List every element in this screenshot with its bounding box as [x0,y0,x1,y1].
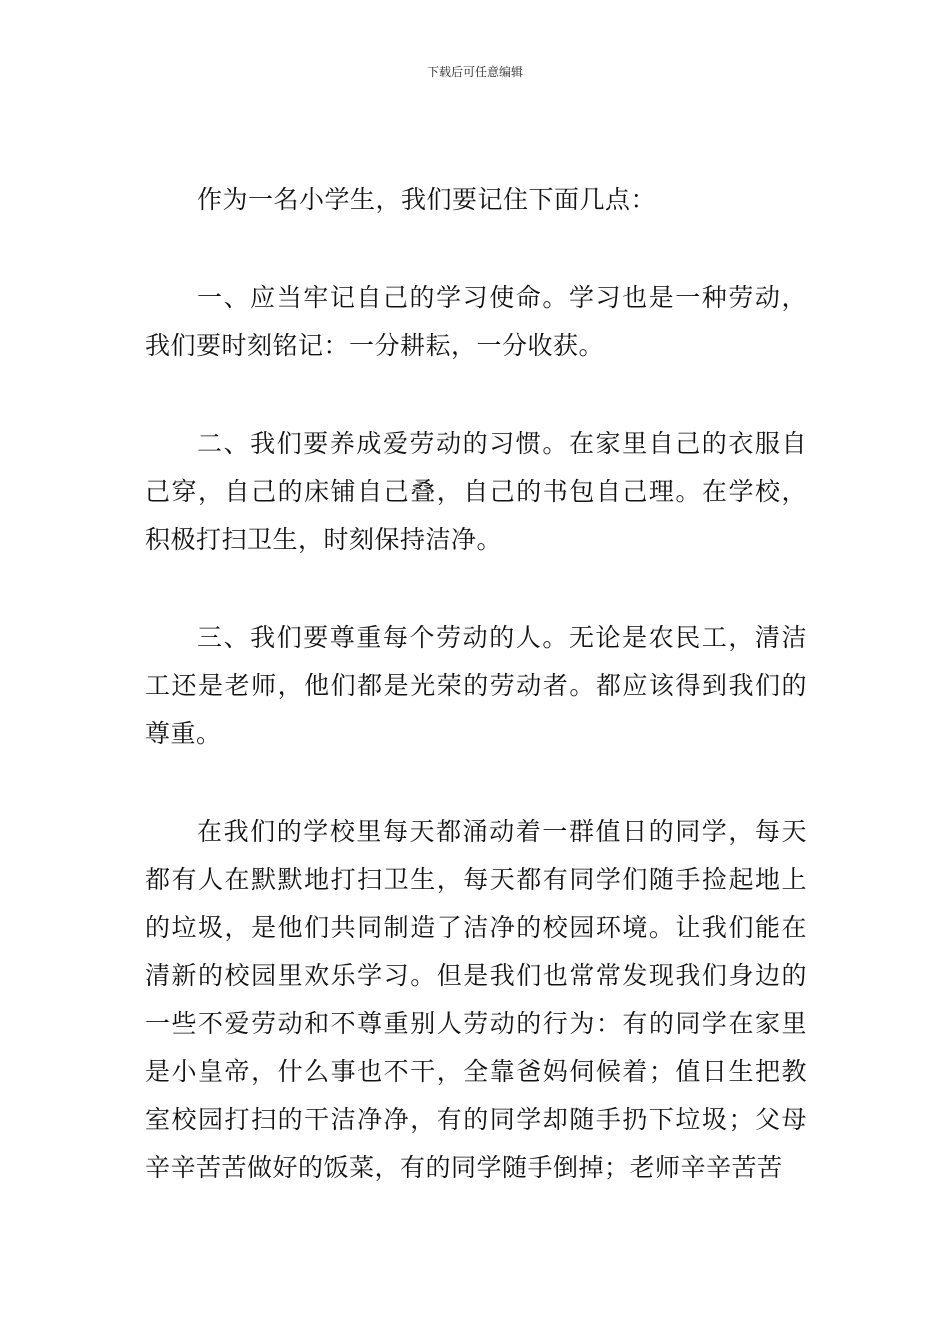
paragraph-point-three: 三、我们要尊重每个劳动的人。无论是农民工，清洁工还是老师，他们都是光荣的劳动者。都应该得到我们的尊重。 [145,623,807,748]
paragraph-school-life: 在我们的学校里每天都涌动着一群值日的同学，每天都有人在默默地打扫卫生，每天都有同学们随手捡起地上的垃圾，是他们共同制造了洁净的校园环境。让我们能在清新的校园里欢乐学习。但是我们也常常发现我们身边的一些不爱劳动和不尊重别人劳动的行为：有的同学在家里是小皇帝，什么事也不干，全靠爸妈伺候着；值日生把教室校园打扫的干洁净净，有的同学却随手扔下垃圾；父母辛辛苦苦做好的饭菜，有的同学随手倒掉；老师辛辛苦苦 [145,817,807,1182]
paragraph-intro: 作为一名小学生，我们要记住下面几点： [197,185,657,214]
paragraph-point-one: 一、应当牢记自己的学习使命。学习也是一种劳动，我们要时刻铭记：一分耕耘，一分收获。 [145,283,807,360]
document-body [145,176,807,1192]
paragraph-point-two: 二、我们要养成爱劳动的习惯。在家里自己的衣服自己穿，自己的床铺自己叠，自己的书包自己理。在学校，积极打扫卫生，时刻保持洁净。 [145,429,807,554]
page-header: 下载后可任意编辑 [426,65,523,79]
